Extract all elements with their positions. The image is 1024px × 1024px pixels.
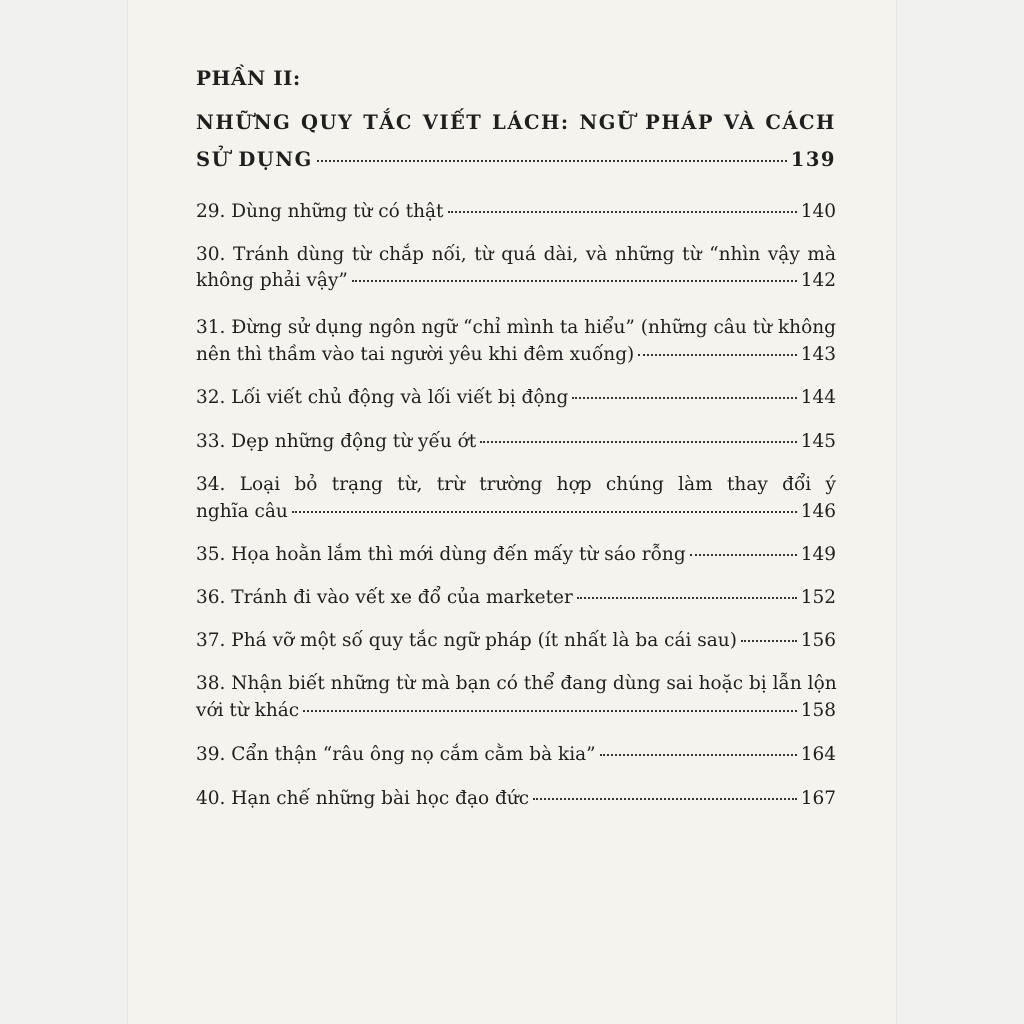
toc-entry bbox=[196, 476, 836, 495]
toc-entry-continuation bbox=[196, 272, 836, 291]
toc-entry bbox=[196, 790, 836, 809]
entry-page-number: 167 bbox=[800, 788, 836, 809]
entry-title: 30. Tránh dùng từ chắp nối, từ quá dài, và những từ “nhìn vậy mà bbox=[196, 244, 836, 265]
leader-dots bbox=[352, 280, 797, 282]
leader-dots bbox=[480, 441, 796, 443]
entry-title: 33. Dẹp những động từ yếu ớt bbox=[196, 431, 477, 452]
entry-page-number: 140 bbox=[800, 201, 836, 222]
toc-entry bbox=[196, 632, 836, 651]
entry-page-number: 152 bbox=[800, 587, 836, 608]
entry-title-line2: với từ khác bbox=[196, 700, 300, 721]
entry-title-line2: nghĩa câu bbox=[196, 501, 288, 522]
leader-dots bbox=[292, 511, 797, 513]
entry-title: 39. Cẩn thận “râu ông nọ cắm cằm bà kia” bbox=[196, 744, 596, 765]
entry-title: 38. Nhận biết những từ mà bạn có thể đang dùng sai hoặc bị lẫn lộn bbox=[196, 673, 837, 694]
entry-title: 35. Họa hoằn lắm thì mới dùng đến mấy từ sáo rỗng bbox=[196, 544, 686, 565]
section-title-text-2: SỬ DỤNG bbox=[196, 148, 313, 171]
entry-page-number: 158 bbox=[800, 700, 836, 721]
entry-title-line2: không phải vậy” bbox=[196, 270, 348, 291]
leader-dots bbox=[577, 597, 797, 599]
toc-entry-continuation bbox=[196, 346, 836, 365]
leader-dots bbox=[317, 160, 787, 162]
book-page bbox=[128, 0, 896, 1024]
entry-title: 31. Đừng sử dụng ngôn ngữ “chỉ mình ta hiểu” (những câu từ không bbox=[196, 317, 836, 338]
leader-dots bbox=[690, 554, 797, 556]
toc-entry bbox=[196, 589, 836, 608]
leader-dots bbox=[600, 754, 797, 756]
leader-dots bbox=[303, 710, 797, 712]
leader-dots bbox=[448, 211, 797, 213]
toc-entry bbox=[196, 203, 836, 222]
section-title-line1 bbox=[196, 113, 836, 133]
leader-dots bbox=[638, 354, 796, 356]
toc-entry bbox=[196, 675, 836, 694]
toc-entry bbox=[196, 389, 836, 408]
toc-entry bbox=[196, 746, 836, 765]
entry-page-number: 142 bbox=[800, 270, 836, 291]
section-page-number: 139 bbox=[790, 148, 836, 171]
toc-entry-continuation bbox=[196, 503, 836, 522]
toc-entry bbox=[196, 319, 836, 338]
toc-entry-continuation bbox=[196, 702, 836, 721]
toc-entry bbox=[196, 433, 836, 452]
leader-dots bbox=[741, 640, 797, 642]
entry-page-number: 146 bbox=[800, 501, 836, 522]
entry-page-number: 164 bbox=[800, 744, 836, 765]
toc-entry bbox=[196, 546, 836, 565]
entry-page-number: 143 bbox=[800, 344, 836, 365]
entry-title: 34. Loại bỏ trạng từ, trừ trường hợp chúng làm thay đổi ý bbox=[196, 474, 836, 495]
leader-dots bbox=[572, 397, 796, 399]
entry-title: 36. Tránh đi vào vết xe đổ của marketer bbox=[196, 587, 573, 608]
toc-entry bbox=[196, 246, 836, 265]
entry-page-number: 145 bbox=[800, 431, 836, 452]
entry-page-number: 149 bbox=[800, 544, 836, 565]
section-title-text: NHỮNG QUY TẮC VIẾT LÁCH: NGỮ PHÁP VÀ CÁCH bbox=[196, 111, 836, 134]
part-label: PHẦN II: bbox=[196, 66, 301, 90]
entry-title: 29. Dùng những từ có thật bbox=[196, 201, 444, 222]
entry-title: 32. Lối viết chủ động và lối viết bị động bbox=[196, 387, 569, 408]
entry-title: 40. Hạn chế những bài học đạo đức bbox=[196, 788, 530, 809]
entry-title-line2: nên thì thầm vào tai người yêu khi đêm xuống) bbox=[196, 344, 635, 365]
entry-page-number: 156 bbox=[800, 630, 836, 651]
section-title-line2 bbox=[196, 150, 836, 170]
entry-page-number: 144 bbox=[800, 387, 836, 408]
entry-title: 37. Phá vỡ một số quy tắc ngữ pháp (ít nhất là ba cái sau) bbox=[196, 630, 737, 651]
leader-dots bbox=[533, 798, 797, 800]
